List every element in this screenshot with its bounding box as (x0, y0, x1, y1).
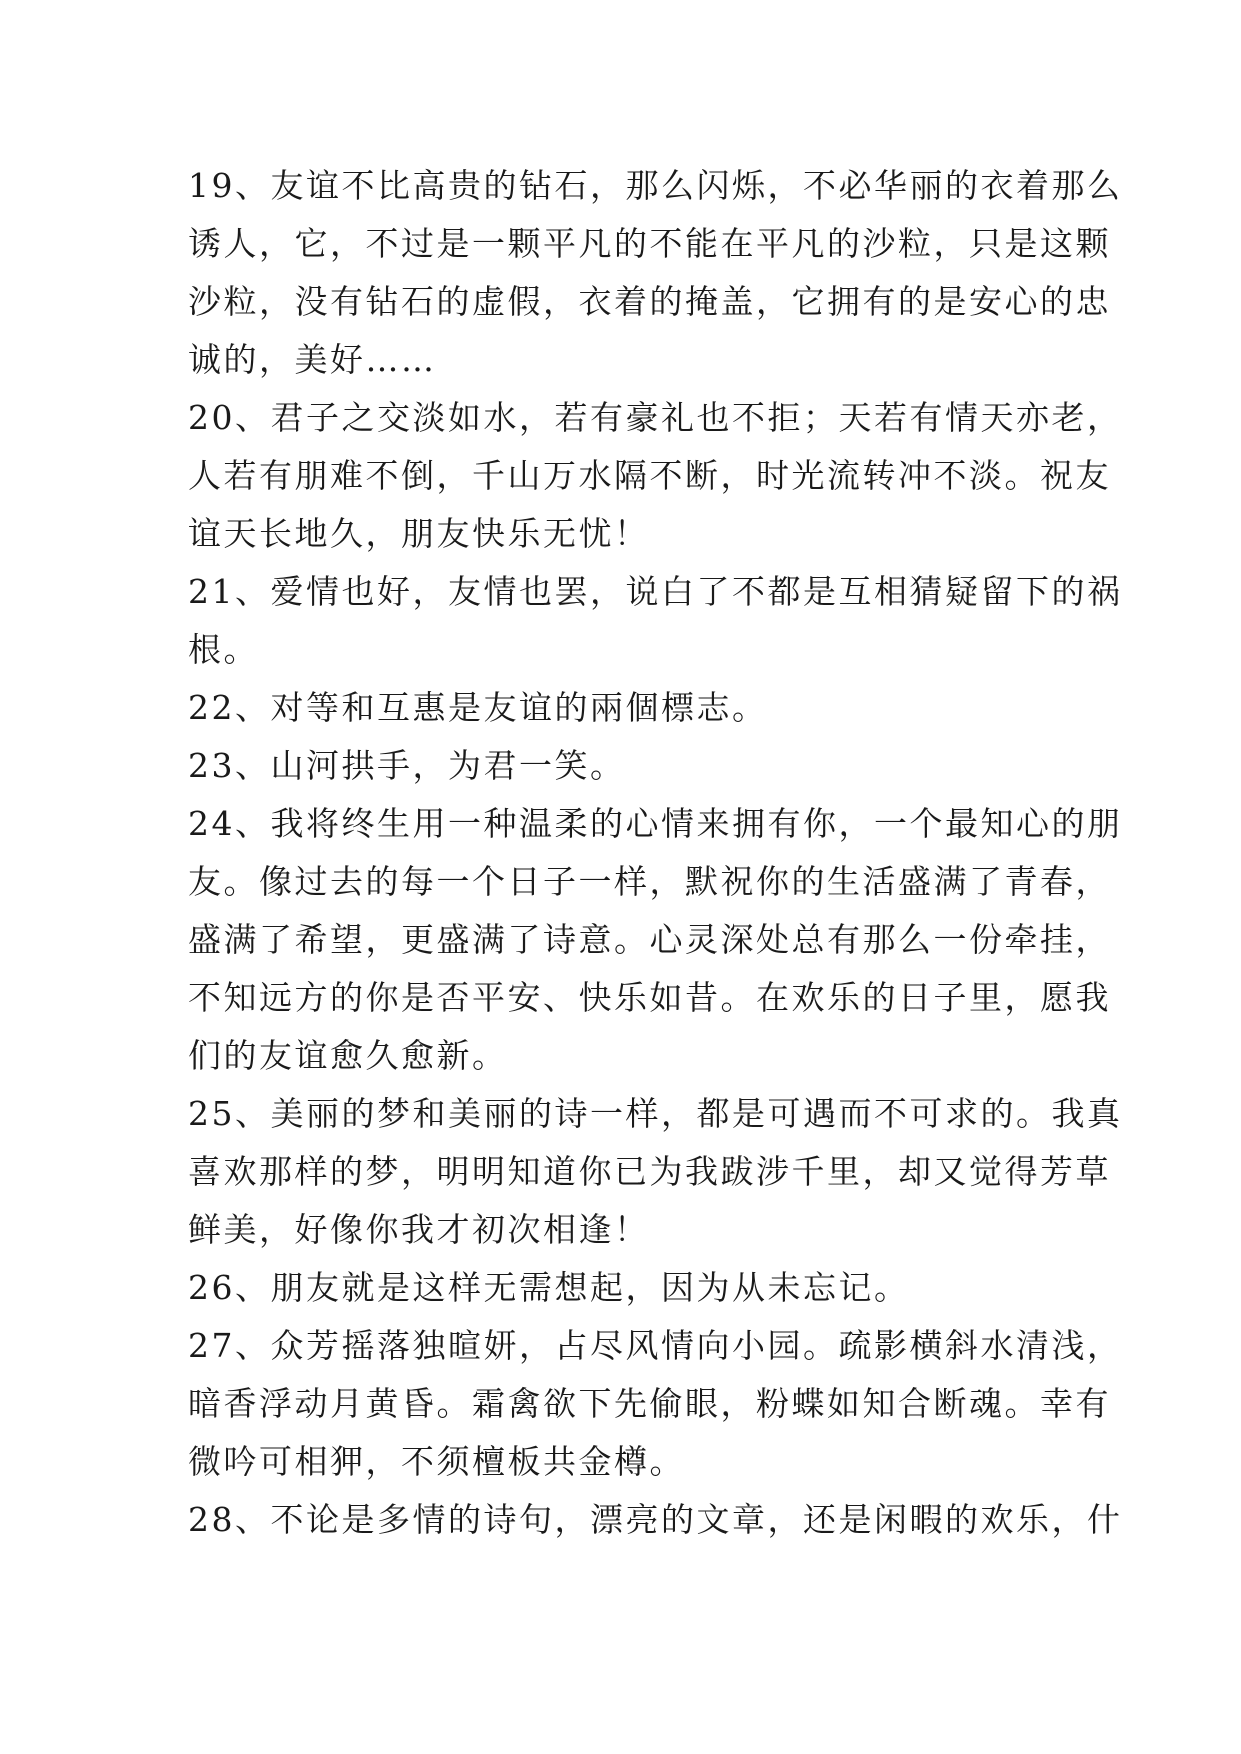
text-line: 喜欢那样的梦，明明知道你已为我跋涉千里，却又觉得芳草 (188, 1152, 1111, 1191)
text-line: 盛满了希望，更盛满了诗意。心灵深处总有那么一份牵挂， (188, 920, 1111, 959)
text-line: 诱人，它，不过是一颗平凡的不能在平凡的沙粒，只是这颗 (188, 224, 1111, 263)
text-line: 鲜美，好像你我才初次相逢！ (188, 1210, 650, 1249)
text-line: 25、美丽的梦和美丽的诗一样，都是可遇而不可求的。我真 (188, 1094, 1123, 1133)
text-line: 微吟可相狎，不须檀板共金樽。 (188, 1442, 685, 1481)
text-line: 19、友谊不比高贵的钻石，那么闪烁，不必华丽的衣着那么 (188, 166, 1123, 205)
text-line: 谊天长地久，朋友快乐无忧！ (188, 514, 650, 553)
text-line: 22、对等和互惠是友谊的兩個標志。 (188, 688, 768, 727)
text-line: 27、众芳摇落独暄妍，占尽风情向小园。疏影横斜水清浅， (188, 1326, 1123, 1365)
text-line: 人若有朋难不倒，千山万水隔不断，时光流转冲不淡。祝友 (188, 456, 1111, 495)
text-line: 根。 (188, 630, 259, 669)
text-line: 24、我将终生用一种温柔的心情来拥有你，一个最知心的朋 (188, 804, 1123, 843)
text-line: 28、不论是多情的诗句，漂亮的文章，还是闲暇的欢乐，什 (188, 1500, 1123, 1539)
text-line: 23、山河拱手，为君一笑。 (188, 746, 626, 785)
text-line: 不知远方的你是否平安、快乐如昔。在欢乐的日子里，愿我 (188, 978, 1111, 1017)
text-line: 暗香浮动月黄昏。霜禽欲下先偷眼，粉蝶如知合断魂。幸有 (188, 1384, 1111, 1423)
text-line: 沙粒，没有钻石的虚假，衣着的掩盖，它拥有的是安心的忠 (188, 282, 1111, 321)
text-line: 友。像过去的每一个日子一样，默祝你的生活盛满了青春， (188, 862, 1111, 901)
text-line: 诚的，美好…… (188, 340, 437, 379)
text-line: 们的友谊愈久愈新。 (188, 1036, 508, 1075)
text-line: 20、君子之交淡如水，若有豪礼也不拒；天若有情天亦老， (188, 398, 1123, 437)
text-line: 21、爱情也好，友情也罢，说白了不都是互相猜疑留下的祸 (188, 572, 1123, 611)
text-line: 26、朋友就是这样无需想起，因为从未忘记。 (188, 1268, 910, 1307)
document-body (188, 157, 1123, 1549)
